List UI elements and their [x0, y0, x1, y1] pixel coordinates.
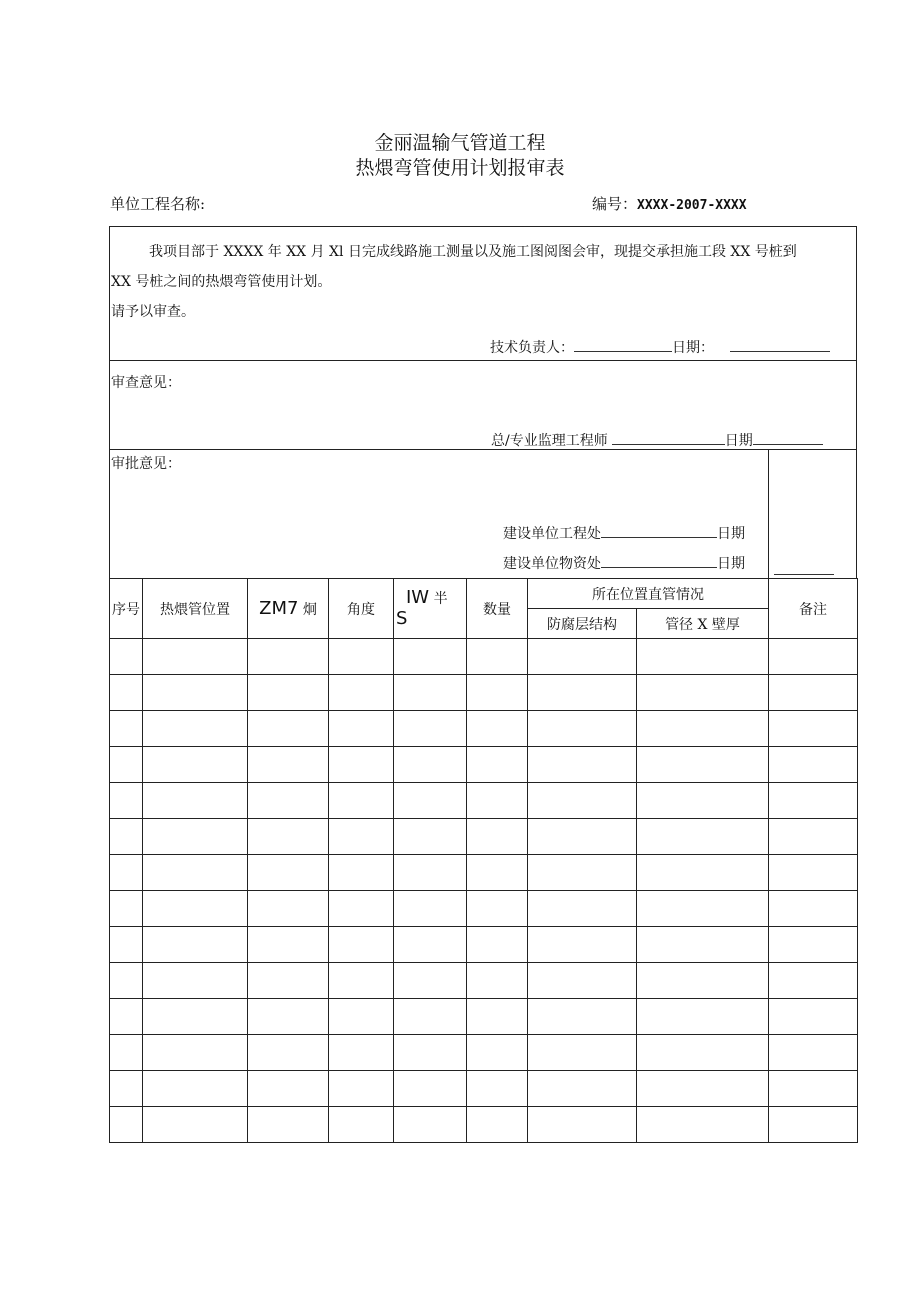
tech-signature-row	[490, 337, 830, 357]
header-seq: 序号	[110, 579, 143, 639]
table-row	[110, 1107, 858, 1143]
table-cell[interactable]	[394, 639, 467, 675]
table-cell[interactable]	[110, 1071, 143, 1107]
table-cell[interactable]	[329, 783, 394, 819]
table-cell[interactable]	[143, 963, 248, 999]
table-cell[interactable]	[467, 747, 528, 783]
document-number	[592, 193, 747, 214]
table-cell[interactable]	[394, 855, 467, 891]
table-cell[interactable]	[467, 675, 528, 711]
table-cell[interactable]	[769, 675, 858, 711]
table-cell[interactable]	[769, 999, 858, 1035]
table-cell[interactable]	[394, 1035, 467, 1071]
table-cell[interactable]	[143, 819, 248, 855]
table-cell[interactable]	[467, 999, 528, 1035]
table-row	[110, 675, 858, 711]
table-cell[interactable]	[528, 963, 637, 999]
table-row	[110, 963, 858, 999]
table-cell[interactable]	[637, 711, 769, 747]
table-cell[interactable]	[769, 963, 858, 999]
table-cell[interactable]	[467, 1071, 528, 1107]
approval-section	[109, 449, 857, 579]
dept-engineering-line[interactable]	[601, 523, 717, 538]
table-cell[interactable]	[528, 1107, 637, 1143]
table-cell[interactable]	[769, 711, 858, 747]
header-diameter: 管径 X 壁厚	[637, 609, 769, 639]
review-section	[109, 360, 857, 450]
table-cell[interactable]	[110, 819, 143, 855]
table-cell[interactable]	[467, 1107, 528, 1143]
table-cell[interactable]	[248, 639, 329, 675]
table-cell[interactable]	[143, 1107, 248, 1143]
table-cell[interactable]	[637, 1035, 769, 1071]
table-cell[interactable]	[637, 963, 769, 999]
table-cell[interactable]	[769, 747, 858, 783]
table-cell[interactable]	[143, 891, 248, 927]
table-cell[interactable]	[467, 927, 528, 963]
header-col5-b: 半	[433, 590, 448, 607]
review-label: 审查意见：	[111, 375, 181, 391]
table-cell[interactable]	[329, 747, 394, 783]
table-cell[interactable]	[769, 1071, 858, 1107]
tech-date-line[interactable]	[730, 337, 830, 352]
request-line-1: 我项目部于 XXXX 年 XX 月 Xl 日完成线路施工测量以及施工图阅图会审，现提交承担施工段 XX 号桩到	[149, 244, 797, 260]
table-cell[interactable]	[248, 675, 329, 711]
header-col5	[394, 579, 467, 639]
table-cell[interactable]	[467, 639, 528, 675]
table-cell[interactable]	[394, 891, 467, 927]
table-cell[interactable]	[769, 927, 858, 963]
table-cell[interactable]	[248, 1071, 329, 1107]
header-angle: 角度	[329, 579, 394, 639]
table-cell[interactable]	[467, 711, 528, 747]
table-cell[interactable]	[394, 819, 467, 855]
table-cell[interactable]	[637, 747, 769, 783]
table-row	[110, 891, 858, 927]
header-col5-c: S	[396, 607, 408, 629]
table-cell[interactable]	[248, 819, 329, 855]
request-line-2: XX 号桩之间的热煨弯管使用计划。	[111, 274, 332, 290]
table-cell[interactable]	[467, 963, 528, 999]
header-anticorrosion: 防腐层结构	[528, 609, 637, 639]
table-cell[interactable]	[394, 927, 467, 963]
approval-row-materials	[503, 553, 745, 573]
table-cell[interactable]	[110, 1107, 143, 1143]
table-row	[110, 783, 858, 819]
table-cell[interactable]	[248, 783, 329, 819]
table-cell[interactable]	[637, 783, 769, 819]
header-remarks: 备注	[769, 579, 858, 639]
header-col3	[248, 579, 329, 639]
approval-label: 审批意见：	[111, 456, 181, 472]
table-cell[interactable]	[110, 1035, 143, 1071]
table-cell[interactable]	[110, 891, 143, 927]
table-cell[interactable]	[394, 783, 467, 819]
table-cell[interactable]	[467, 1035, 528, 1071]
table-cell[interactable]	[528, 783, 637, 819]
header-quantity: 数量	[467, 579, 528, 639]
table-row	[110, 1035, 858, 1071]
header-col3-b: 炯	[302, 602, 317, 618]
table-cell[interactable]	[329, 639, 394, 675]
table-cell[interactable]	[110, 675, 143, 711]
document-title: 金丽温输气管道工程	[374, 132, 546, 154]
table-cell[interactable]	[769, 855, 858, 891]
table-cell[interactable]	[394, 747, 467, 783]
table-cell[interactable]	[637, 639, 769, 675]
table-cell[interactable]	[769, 1107, 858, 1143]
header-position: 热煨管位置	[143, 579, 248, 639]
table-cell[interactable]	[143, 747, 248, 783]
unit-project-name-label: 单位工程名称:	[110, 195, 206, 213]
table-cell[interactable]	[143, 1071, 248, 1107]
table-cell[interactable]	[394, 963, 467, 999]
table-cell[interactable]	[467, 855, 528, 891]
request-line-3: 请予以审查。	[111, 304, 195, 320]
table-cell[interactable]	[329, 711, 394, 747]
table-row	[110, 747, 858, 783]
table-cell[interactable]	[769, 891, 858, 927]
dept-materials-label: 建设单位物资处	[503, 556, 601, 572]
dept-materials-date-label: 日期	[717, 556, 745, 572]
table-cell[interactable]	[637, 855, 769, 891]
table-cell[interactable]	[769, 1035, 858, 1071]
table-cell[interactable]	[248, 747, 329, 783]
approval-divider	[768, 450, 769, 578]
table-cell[interactable]	[528, 711, 637, 747]
header-group: 所在位置直管情况	[528, 579, 769, 609]
table-cell[interactable]	[110, 783, 143, 819]
table-cell[interactable]	[637, 999, 769, 1035]
header-col5-a: IW	[406, 586, 430, 608]
table-cell[interactable]	[329, 891, 394, 927]
table-cell[interactable]	[467, 783, 528, 819]
table-cell[interactable]	[394, 999, 467, 1035]
table-cell[interactable]	[110, 927, 143, 963]
table-cell[interactable]	[637, 1107, 769, 1143]
table-cell[interactable]	[248, 855, 329, 891]
header-col3-a: ZM7	[259, 598, 299, 619]
table-cell[interactable]	[769, 639, 858, 675]
table-cell[interactable]	[528, 999, 637, 1035]
table-cell[interactable]	[637, 891, 769, 927]
table-cell[interactable]	[248, 891, 329, 927]
table-cell[interactable]	[528, 1035, 637, 1071]
table-cell[interactable]	[143, 1035, 248, 1071]
number-label: 编号：	[592, 195, 638, 213]
request-section	[109, 226, 857, 361]
table-cell[interactable]	[143, 999, 248, 1035]
document-subtitle: 热煨弯管使用计划报审表	[355, 157, 565, 179]
table-header-row-1	[110, 579, 858, 609]
bend-plan-table	[109, 578, 858, 1143]
table-cell[interactable]	[329, 927, 394, 963]
table-row	[110, 1071, 858, 1107]
dept-engineering-label: 建设单位工程处	[503, 526, 601, 542]
supervisor-signature-line[interactable]	[612, 430, 725, 445]
table-cell[interactable]	[467, 891, 528, 927]
number-value: XXXX-2007-XXXX	[637, 198, 747, 213]
table-cell[interactable]	[110, 963, 143, 999]
table-cell[interactable]	[143, 675, 248, 711]
table-cell[interactable]	[110, 855, 143, 891]
approval-row-engineering	[503, 523, 745, 543]
table-cell[interactable]	[110, 999, 143, 1035]
dept-materials-line[interactable]	[601, 553, 717, 568]
table-cell[interactable]	[110, 711, 143, 747]
table-cell[interactable]	[329, 819, 394, 855]
table-cell[interactable]	[394, 1107, 467, 1143]
review-date-line[interactable]	[753, 430, 823, 445]
dept-engineering-date-label: 日期	[717, 526, 745, 542]
table-cell[interactable]	[329, 999, 394, 1035]
table-row	[110, 819, 858, 855]
table-cell[interactable]	[528, 891, 637, 927]
table-cell[interactable]	[248, 963, 329, 999]
table-cell[interactable]	[528, 855, 637, 891]
table-cell[interactable]	[143, 639, 248, 675]
table-cell[interactable]	[528, 639, 637, 675]
table-cell[interactable]	[248, 711, 329, 747]
table-cell[interactable]	[329, 1071, 394, 1107]
table-cell[interactable]	[528, 819, 637, 855]
table-cell[interactable]	[248, 927, 329, 963]
table-cell[interactable]	[110, 747, 143, 783]
table-cell[interactable]	[329, 675, 394, 711]
table-cell[interactable]	[329, 855, 394, 891]
table-cell[interactable]	[769, 819, 858, 855]
table-cell[interactable]	[329, 1107, 394, 1143]
tech-lead-label: 技术负责人：	[490, 340, 574, 356]
table-cell[interactable]	[143, 783, 248, 819]
tech-date-label: 日期：	[672, 340, 714, 356]
table-cell[interactable]	[248, 1107, 329, 1143]
table-cell[interactable]	[110, 639, 143, 675]
table-cell[interactable]	[394, 1071, 467, 1107]
table-cell[interactable]	[467, 819, 528, 855]
table-row	[110, 999, 858, 1035]
table-row	[110, 639, 858, 675]
table-cell[interactable]	[394, 711, 467, 747]
table-cell[interactable]	[394, 675, 467, 711]
supervisor-label: 总/专业监理工程师	[491, 433, 608, 449]
table-cell[interactable]	[329, 963, 394, 999]
table-cell[interactable]	[143, 927, 248, 963]
table-cell[interactable]	[143, 711, 248, 747]
table-cell[interactable]	[637, 819, 769, 855]
table-cell[interactable]	[769, 783, 858, 819]
table-row	[110, 855, 858, 891]
table-cell[interactable]	[329, 1035, 394, 1071]
table-cell[interactable]	[637, 1071, 769, 1107]
review-date-label: 日期	[724, 433, 753, 449]
approval-date-line[interactable]	[774, 560, 834, 575]
table-cell[interactable]	[248, 999, 329, 1035]
table-cell[interactable]	[528, 675, 637, 711]
table-cell[interactable]	[248, 1035, 329, 1071]
table-row	[110, 927, 858, 963]
table-cell[interactable]	[637, 675, 769, 711]
tech-lead-signature-line[interactable]	[574, 337, 672, 352]
table-cell[interactable]	[528, 747, 637, 783]
table-cell[interactable]	[528, 1071, 637, 1107]
table-row	[110, 711, 858, 747]
table-cell[interactable]	[637, 927, 769, 963]
review-signature-row	[491, 430, 823, 450]
table-cell[interactable]	[528, 927, 637, 963]
table-cell[interactable]	[143, 855, 248, 891]
